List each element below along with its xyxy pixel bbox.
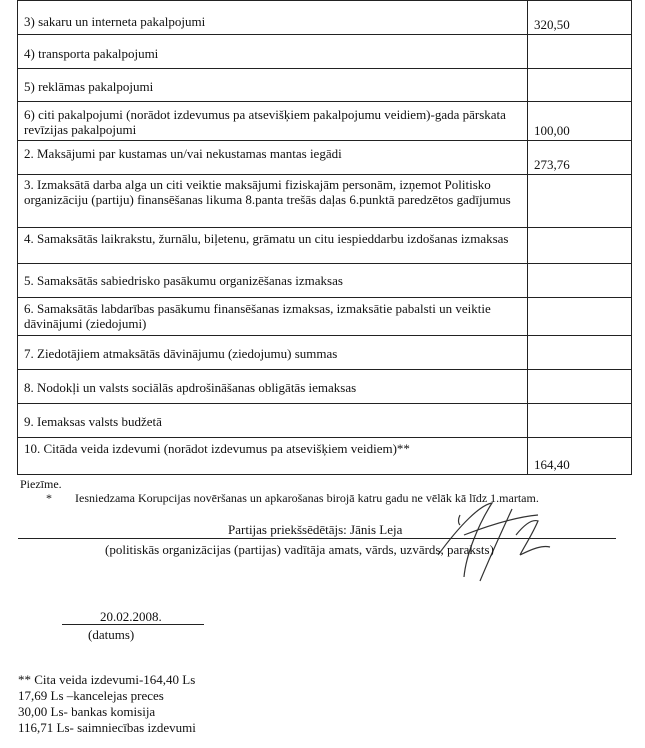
row-amount: [528, 35, 632, 69]
signature-mark: [420, 495, 580, 585]
row-amount: 273,76: [528, 141, 632, 175]
table-row: [18, 404, 632, 438]
row-label: 7. Ziedotājiem atmaksātās dāvinājumu (ziedojumu) summas: [18, 336, 528, 370]
row-amount: 164,40: [528, 438, 632, 475]
table-row: [18, 35, 632, 69]
table-row: [18, 228, 632, 264]
table-row: [18, 141, 632, 175]
row-label: 10. Citāda veida izdevumi (norādot izdevumus pa atsevišķiem veidiem)**: [18, 438, 528, 475]
footnote-line: 17,69 Ls –kancelejas preces: [18, 688, 164, 703]
table-row: [18, 102, 632, 141]
row-amount: [528, 404, 632, 438]
row-label: 2. Maksājumi par kustamas un/vai nekustamas mantas iegādi: [18, 141, 528, 175]
row-label: 5. Samaksātās sabiedrisko pasākumu organizēšanas izmaksas: [18, 264, 528, 298]
date-caption: (datums): [88, 627, 135, 642]
signature-caption: (politiskās organizācijas (partijas) vadītāja amats, vārds, uzvārds, paraksts): [105, 542, 494, 557]
expenses-table: [17, 0, 632, 475]
table-row: [18, 370, 632, 404]
footnote-line: 30,00 Ls- bankas komisija: [18, 704, 156, 719]
row-label: 3) sakaru un interneta pakalpojumi: [18, 1, 528, 35]
signed-date: 20.02.2008.: [100, 609, 162, 624]
row-label: 4) transporta pakalpojumi: [18, 35, 528, 69]
footnote-heading: ** Cita veida izdevumi-164,40 Ls: [18, 672, 196, 687]
row-amount: 100,00: [528, 102, 632, 141]
table-row: [18, 264, 632, 298]
row-amount: [528, 336, 632, 370]
note-text: Iesniedzama Korupcijas novēršanas un apkarošanas birojā katru gadu ne vēlāk kā līdz 1.martam.: [75, 491, 539, 505]
row-amount: [528, 228, 632, 264]
row-label: 6) citi pakalpojumi (norādot izdevumus pa atsevišķiem pakalpojumu veidiem)-gada pārskata revīzijas pakalpojumi: [18, 102, 528, 141]
note-title: Piezīme.: [20, 477, 62, 491]
row-label: 9. Iemaksas valsts budžetā: [18, 404, 528, 438]
note-star: *: [46, 491, 52, 505]
table-row: [18, 438, 632, 475]
row-amount: [528, 370, 632, 404]
signature-line: [18, 538, 616, 539]
row-label: 3. Izmaksātā darba alga un citi veiktie maksājumi fiziskajām personām, izņemot Politisko organizāciju (partiju) finansēšanas likuma 8.panta trešās daļas 6.punktā paredzētos gadījumus: [18, 175, 528, 228]
table-row: [18, 175, 632, 228]
table-row: [18, 1, 632, 35]
table-row: [18, 336, 632, 370]
row-label: 8. Nodokļi un valsts sociālās apdrošināšanas obligātās iemaksas: [18, 370, 528, 404]
row-amount: [528, 175, 632, 228]
footnote-line: 116,71 Ls- saimniecības izdevumi: [18, 720, 196, 735]
table-row: [18, 298, 632, 336]
row-label: 6. Samaksātās labdarības pasākumu finansēšanas izmaksas, izmaksātie pabalsti un veiktie dāvinājumi (ziedojumi): [18, 298, 528, 336]
date-line: [62, 624, 204, 625]
row-amount: [528, 298, 632, 336]
chair-name: Partijas priekšsēdētājs: Jānis Leja: [228, 522, 403, 537]
row-label: 4. Samaksātās laikrakstu, žurnālu, biļetenu, grāmatu un citu iespieddarbu izdošanas izmaksas: [18, 228, 528, 264]
row-amount: 320,50: [528, 1, 632, 35]
row-label: 5) reklāmas pakalpojumi: [18, 69, 528, 102]
row-amount: [528, 69, 632, 102]
table-row: [18, 69, 632, 102]
row-amount: [528, 264, 632, 298]
